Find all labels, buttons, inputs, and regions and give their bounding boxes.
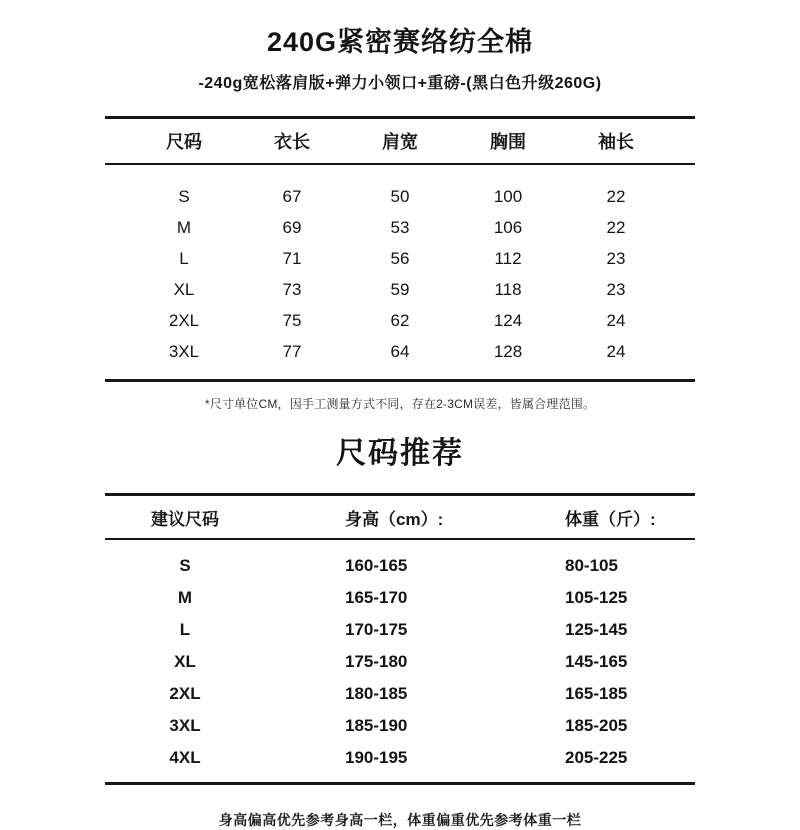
size-table-cell: 118 — [494, 279, 522, 299]
recommend-table-header-cell: 体重（斤）: — [565, 509, 656, 529]
size-table-cell: 128 — [493, 341, 523, 361]
size-table-header-cell: 肩宽 — [382, 132, 418, 152]
measurement-footnote: *尺寸单位CM，因手工测量方式不同，存在2-3CM误差，皆属合理范围。 — [204, 397, 596, 411]
recommend-table-cell: 180-185 — [345, 684, 408, 703]
size-table-cell: 50 — [390, 186, 410, 206]
table-row — [105, 550, 695, 582]
table-row — [105, 710, 695, 742]
recommend-table-cell: 105-125 — [565, 588, 628, 607]
recommend-table-cell: 190-195 — [345, 748, 408, 767]
recommend-table-cell: 4XL — [169, 748, 201, 767]
recommend-table-body — [105, 540, 695, 774]
size-table-cell: 53 — [390, 217, 410, 237]
size-table-header-cell: 袖长 — [598, 132, 634, 152]
recommend-footer-note: 身高偏高优先参考身高一栏，体重偏重优先参考体重一栏 — [218, 812, 582, 828]
table-row — [130, 305, 670, 336]
size-table-cell: 62 — [390, 310, 410, 330]
size-table-cell: 112 — [494, 248, 522, 268]
recommend-table-header-cell: 身高（cm）: — [345, 509, 444, 529]
table-row — [105, 742, 695, 774]
page-subtitle: -240g宽松落肩版+弹力小领口+重磅-(黑白色升级260G) — [198, 75, 602, 92]
recommend-section-title: 尺码推荐 — [336, 437, 464, 470]
table-row — [105, 614, 695, 646]
recommend-table-cell: 165-170 — [345, 588, 408, 607]
recommend-table-header-cell: 建议尺码 — [151, 509, 219, 529]
size-table-header-row — [105, 119, 695, 165]
size-table-header-cell: 胸围 — [490, 132, 526, 152]
size-table-cell: 56 — [390, 248, 410, 268]
size-table-body — [105, 165, 695, 367]
size-table-cell: XL — [173, 279, 195, 299]
recommend-table — [105, 493, 695, 785]
size-table-cell: 100 — [493, 186, 523, 206]
size-table-cell: 106 — [493, 217, 523, 237]
recommend-table-cell: M — [177, 588, 193, 607]
recommend-table-cell: S — [179, 556, 191, 575]
recommend-table-header-row — [105, 496, 695, 540]
page-title: 240G紧密赛络纺全棉 — [266, 27, 534, 57]
size-table-cell: 22 — [606, 217, 626, 237]
recommend-table-cell: 175-180 — [345, 652, 408, 671]
recommend-table-cell: 3XL — [169, 716, 201, 735]
recommend-table-cell: 185-190 — [345, 716, 408, 735]
table-row — [105, 646, 695, 678]
table-row — [105, 582, 695, 614]
size-table-cell: 124 — [493, 310, 523, 330]
recommend-table-cell: 2XL — [169, 684, 201, 703]
size-table-header-cell: 尺码 — [166, 132, 202, 152]
table-row — [130, 274, 670, 305]
recommend-table-cell: 80-105 — [565, 556, 618, 575]
size-table-cell: 71 — [282, 248, 302, 268]
recommend-table-cell: 170-175 — [345, 620, 408, 639]
size-table-cell: 77 — [282, 341, 302, 361]
table-row — [105, 678, 695, 710]
size-table-cell: 24 — [606, 310, 626, 330]
size-table-cell: 23 — [606, 248, 626, 268]
table-row — [130, 212, 670, 243]
recommend-table-cell: 145-165 — [565, 652, 628, 671]
size-table-cell: 22 — [606, 186, 626, 206]
size-table-cell: 24 — [606, 341, 626, 361]
size-table-cell: 75 — [282, 310, 302, 330]
size-table-cell: 73 — [282, 279, 302, 299]
table-row — [130, 181, 670, 212]
size-table-cell: 2XL — [168, 310, 200, 330]
size-table-cell: 67 — [282, 186, 302, 206]
recommend-table-cell: 185-205 — [565, 716, 628, 735]
size-table-cell: 3XL — [168, 341, 200, 361]
size-table-cell: 23 — [606, 279, 626, 299]
size-table — [105, 116, 695, 382]
size-table-cell: 69 — [282, 217, 302, 237]
size-table-cell: L — [179, 248, 189, 268]
recommend-table-cell: 165-185 — [565, 684, 628, 703]
table-row — [130, 243, 670, 274]
table-row — [130, 336, 670, 367]
size-table-header-cell: 衣长 — [274, 132, 310, 152]
size-table-cell: 59 — [390, 279, 410, 299]
recommend-table-cell: L — [179, 620, 191, 639]
recommend-table-cell: XL — [174, 652, 196, 671]
recommend-table-cell: 205-225 — [565, 748, 628, 767]
recommend-table-cell: 160-165 — [345, 556, 408, 575]
recommend-table-cell: 125-145 — [565, 620, 628, 639]
size-table-cell: S — [178, 186, 190, 206]
size-table-cell: 64 — [390, 341, 410, 361]
size-table-cell: M — [176, 217, 192, 237]
